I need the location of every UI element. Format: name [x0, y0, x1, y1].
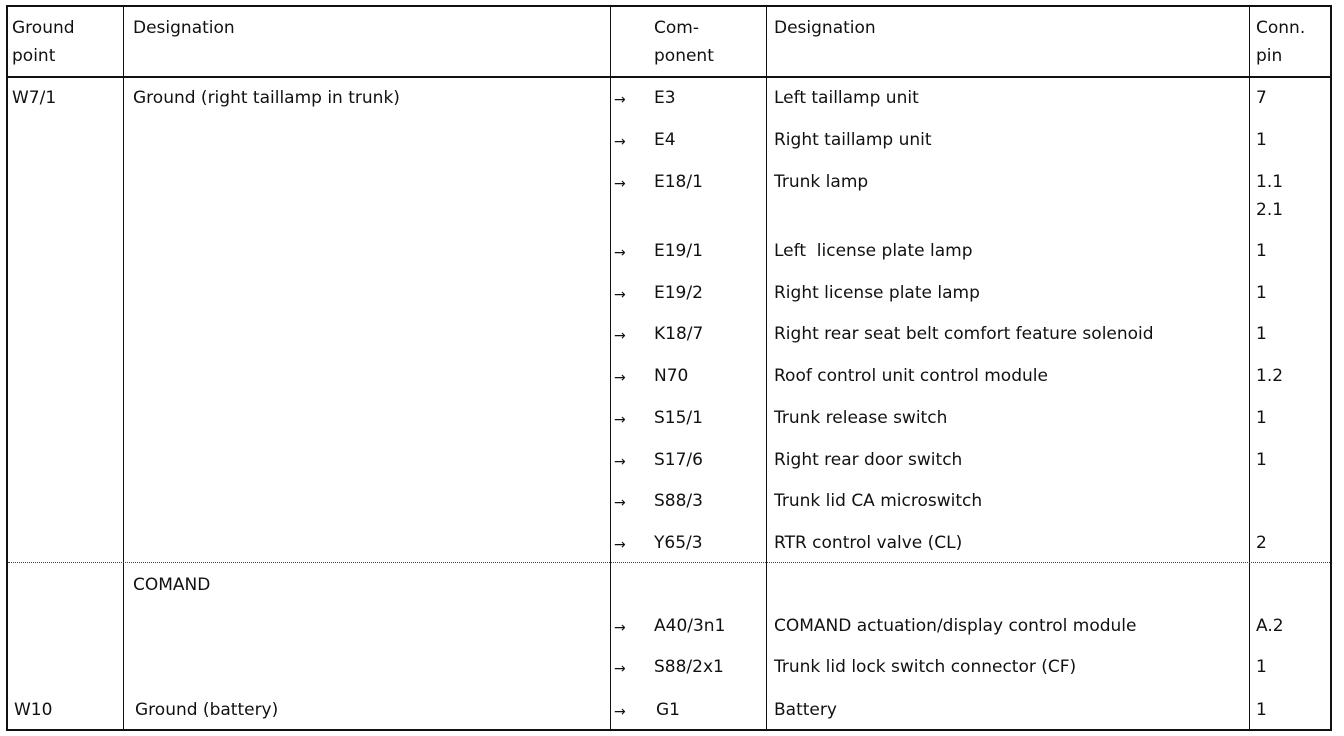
component-designation: Trunk release switch: [774, 408, 948, 428]
table-border-left: [6, 5, 8, 731]
arrow-icon: →: [614, 412, 626, 428]
component-designation: RTR control valve (CL): [774, 533, 963, 553]
connector-pin: 1: [1256, 324, 1267, 344]
connector-pin: 1: [1256, 408, 1267, 428]
column-divider-designation-right: [1249, 5, 1250, 731]
connector-pin: 1.2: [1256, 366, 1284, 386]
header-rule: [6, 76, 1332, 78]
component-code: Y65/3: [654, 533, 703, 553]
arrow-icon: →: [614, 176, 626, 192]
connector-pin: A.2: [1256, 616, 1284, 636]
arrow-icon: →: [614, 328, 626, 344]
connector-pin: 1: [1256, 130, 1267, 150]
component-code: E4: [654, 130, 676, 150]
component-code: S17/6: [654, 450, 703, 470]
component-designation: Trunk lamp: [774, 172, 869, 192]
arrow-icon: →: [614, 537, 626, 553]
component-code: S88/3: [654, 491, 703, 511]
component-code: E18/1: [654, 172, 703, 192]
ground-designation-w10: Ground (battery): [135, 700, 279, 720]
arrow-icon: →: [614, 245, 626, 261]
component-designation: Left license plate lamp: [774, 241, 973, 261]
component-designation: Battery: [774, 700, 837, 720]
table-border-bottom: [6, 729, 1332, 731]
arrow-icon: →: [614, 661, 626, 677]
arrow-icon: →: [614, 370, 626, 386]
ground-designation-comand: COMAND: [133, 575, 211, 595]
table-border-top: [6, 5, 1332, 7]
arrow-icon: →: [614, 704, 626, 720]
component-designation: COMAND actuation/display control module: [774, 616, 1137, 636]
header-designation-right: Designation: [774, 18, 876, 38]
component-designation: Right rear seat belt comfort feature solenoid: [774, 324, 1154, 344]
component-code: E19/1: [654, 241, 703, 261]
table-border-right: [1330, 5, 1332, 731]
arrow-icon: →: [614, 134, 626, 150]
component-code: S88/2x1: [654, 657, 724, 677]
arrow-icon: →: [614, 92, 626, 108]
group-separator: [8, 562, 1330, 563]
component-designation: Right rear door switch: [774, 450, 963, 470]
header-conn-pin: Conn. pin: [1256, 18, 1306, 66]
component-designation: Trunk lid CA microswitch: [774, 491, 983, 511]
connector-pin: 1: [1256, 450, 1267, 470]
column-divider-component: [766, 5, 767, 731]
connector-pin: 1: [1256, 283, 1267, 303]
component-designation: Trunk lid lock switch connector (CF): [774, 657, 1077, 677]
component-designation: Right taillamp unit: [774, 130, 932, 150]
arrow-icon: →: [614, 495, 626, 511]
column-divider-ground-point: [123, 5, 124, 731]
component-code: G1: [656, 700, 680, 720]
arrow-icon: →: [614, 454, 626, 470]
header-component: Com- ponent: [654, 18, 714, 66]
component-designation: Right license plate lamp: [774, 283, 980, 303]
ground-point-w10: W10: [14, 700, 53, 720]
component-code: N70: [654, 366, 689, 386]
connector-pin: 2: [1256, 533, 1267, 553]
ground-designation-w7-1: Ground (right taillamp in trunk): [133, 88, 400, 108]
arrow-icon: →: [614, 287, 626, 303]
ground-point-w7-1: W7/1: [12, 88, 57, 108]
component-code: S15/1: [654, 408, 703, 428]
connector-pin: 7: [1256, 88, 1267, 108]
component-code: A40/3n1: [654, 616, 726, 636]
header-ground-point: Ground point: [12, 18, 75, 66]
arrow-icon: →: [614, 620, 626, 636]
component-code: E19/2: [654, 283, 703, 303]
column-divider-designation: [610, 5, 611, 731]
component-designation: Left taillamp unit: [774, 88, 919, 108]
connector-pin-secondary: 2.1: [1256, 200, 1284, 220]
connector-pin: 1: [1256, 700, 1267, 720]
component-designation: Roof control unit control module: [774, 366, 1048, 386]
connector-pin: 1: [1256, 241, 1267, 261]
header-designation: Designation: [133, 18, 235, 38]
component-code: E3: [654, 88, 676, 108]
connector-pin: 1: [1256, 657, 1267, 677]
connector-pin: 1.1: [1256, 172, 1284, 192]
component-code: K18/7: [654, 324, 704, 344]
